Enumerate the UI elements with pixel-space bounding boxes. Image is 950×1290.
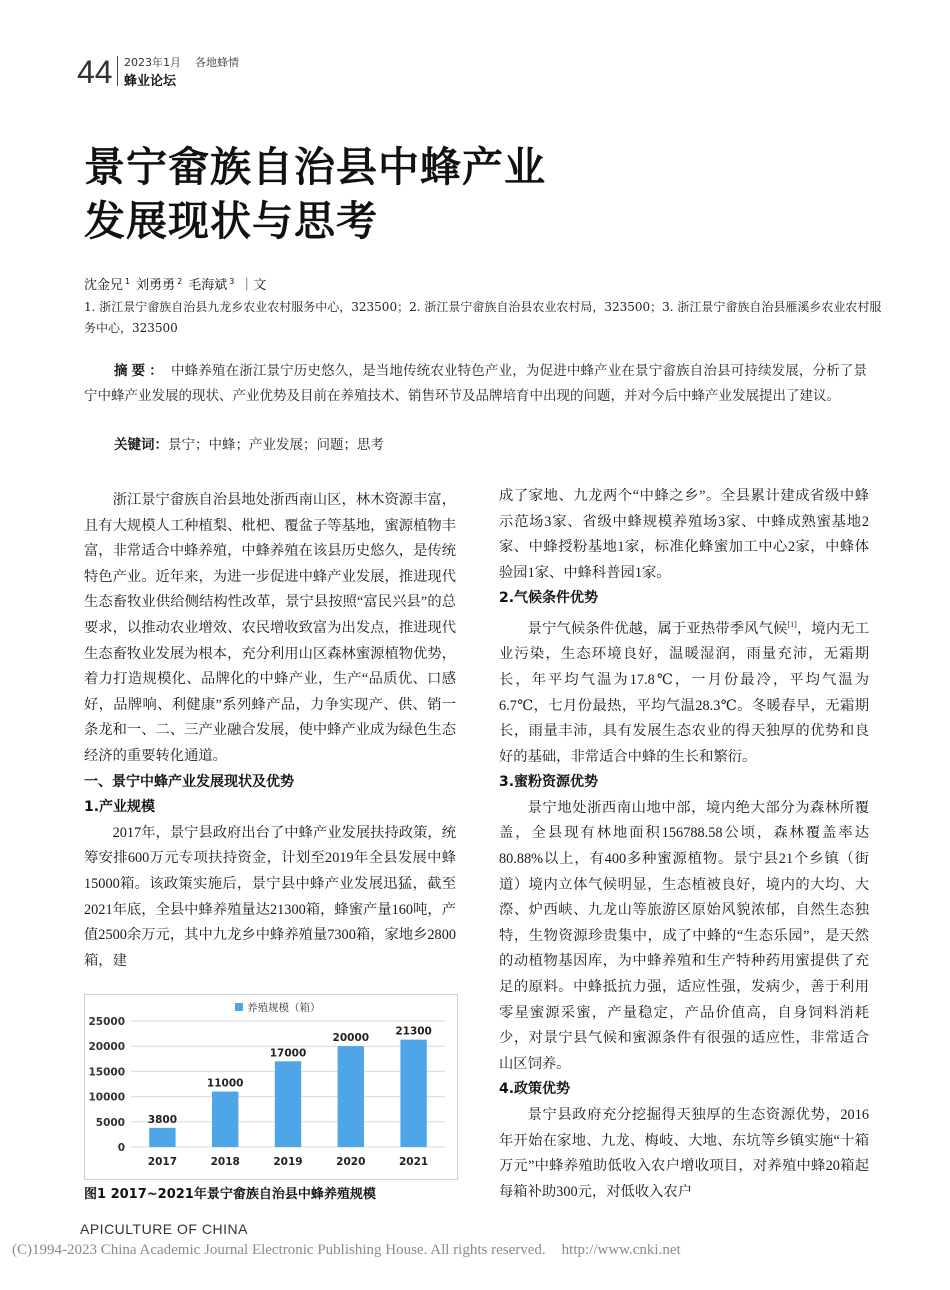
issue-date: 2023年1月 [124,56,181,69]
legend-label: 养殖规模（箱） [247,1002,321,1014]
author-line [84,274,266,293]
article-title [84,140,546,248]
copyright-line [12,1242,697,1259]
keywords-label: 关键词： [114,437,168,453]
y-tick-label: 5000 [95,1116,125,1129]
bar-chart [84,994,458,1180]
left-paragraph-2: 2017年，景宁县政府出台了中蜂产业发展扶持政策，统筹安排600万元专项扶持资金，计划至2019年全县发展中蜂15000箱。该政策实施后，景宁县中蜂产业发展迅猛，截至2021年底，全县中蜂养殖量达21300箱，蜂蜜产量160吨，产值2500余万元，其中九龙乡中蜂养殖量7300箱，家地乡2800箱，建 [84,824,456,969]
right-paragraph-1 [499,612,869,770]
bar [275,1061,301,1147]
journal-footer: APICULTURE OF CHINA [80,1221,248,1237]
column-name: 蜂业论坛 [124,74,177,89]
y-tick-label: 10000 [88,1091,125,1104]
data-label: 20000 [332,1032,370,1045]
y-tick-label: 15000 [88,1066,125,1079]
subheading-scale: 1.产业规模 [84,799,156,816]
left-paragraph-1: 浙江景宁畲族自治县地处浙西南山区，林木资源丰富，且有大规模人工种植梨、枇杷、覆盆子等基地，蜜源植物丰富，非常适合中蜂养殖，中蜂养殖在该县历史悠久，是传统特色产业。近年来，为进一步促进中蜂产业发展，推进现代生态畜牧业供给侧结构性改革，景宁县按照“富民兴县”的总要求，以推动农业增效、农民增收致富为出发点，推进现代生态畜牧业发展为根本，充分利用山区森林蜜源植物优势，着力打造规模化、品牌化的中蜂产业，生产“品质优、口感好，品牌响、利健康”系列蜂产品，力争实现产、供、销一条龙和一、二、三产业融合发展，使中蜂产业成为绿色生态经济的重要转化通道。 [84,492,456,764]
author-2: 刘勇勇 [136,278,176,293]
climate-text-b: ，境内无工业污染，生态环境良好，温暖湿润，雨量充沛，无霜期长，年平均气温为17.8℃，一月份最冷，平均气温为6.7℃，七月份最热，平均气温28.3℃。冬暖春早，无霜期长，雨量丰沛，具有发展生态农业的得天独厚的优势和良好的基础，非常适合中蜂的生长和繁衍。 [499,620,870,765]
section-name: 各地蜂情 [195,56,239,69]
copyright-text: (C)1994-2023 China Academic Journal Electronic Publishing House. All rights reserved. [12,1242,546,1258]
header-divider [117,56,118,86]
x-tick-label: 2021 [398,1156,429,1168]
x-tick-label: 2019 [273,1156,303,1168]
legend-swatch [235,1003,243,1011]
x-tick-label: 2017 [147,1156,178,1168]
author-1: 沈金兄 [84,278,124,293]
bar [149,1128,175,1147]
title-line-1: 景宁畲族自治县中蜂产业 [84,143,546,191]
abstract [84,359,867,409]
page-number: 44 [77,54,113,90]
author-3: 毛海斌 [188,278,228,293]
y-tick-label: 25000 [88,1016,125,1028]
subheading-nectar: 3.蜜粉资源优势 [499,774,599,791]
data-label: 21300 [395,1025,432,1038]
figure-caption: 图1 2017~2021年景宁畲族自治县中蜂养殖规模 [84,1187,376,1202]
left-column [84,488,456,974]
header-issue-line [124,54,253,70]
bar [400,1040,426,1147]
keywords-text: 景宁；中蜂；产业发展；问题；思考 [168,437,384,453]
abstract-text: 中蜂养殖在浙江景宁历史悠久，是当地传统农业特色产业，为促进中蜂产业在景宁畲族自治县可持续发展，分析了景宁中蜂产业发展的现状、产业优势及目前在养殖技术、销售环节及品牌培育中出现的问题，并对今后中蜂产业发展提出了建议。 [84,363,867,404]
subheading-policy: 4.政策优势 [499,1081,571,1098]
author-2-affil: 2 [177,276,183,286]
bar [338,1046,364,1147]
data-label: 3800 [147,1113,178,1126]
data-label: 17000 [269,1047,307,1060]
author-suffix: ｜文 [240,278,267,293]
y-tick-label: 20000 [88,1041,125,1054]
subheading-climate: 2.气候条件优势 [499,590,599,607]
section-heading-1: 一、景宁中蜂产业发展现状及优势 [84,773,294,790]
reference-1[interactable]: [1] [787,619,797,629]
right-column [499,484,869,1205]
author-3-affil: 3 [229,276,235,286]
bar [212,1092,238,1147]
x-tick-label: 2020 [336,1156,366,1168]
affiliations: 1. 浙江景宁畲族自治县九龙乡农业农村服务中心，323500；2. 浙江景宁畲族自治县农业农村局，323500；3. 浙江景宁畲族自治县雁溪乡农业农村服务中心，323500 [84,300,882,335]
y-tick-label: 0 [117,1142,125,1154]
keywords [114,433,384,453]
right-paragraph-0: 成了家地、九龙两个“中蜂之乡”。全县累计建成省级中蜂示范场3家、省级中蜂规模养殖场3家、中蜂成熟蜜基地2家、中蜂授粉基地1家，标准化蜂蜜加工中心2家，中蜂体验园1家、中蜂科普园1家。 [499,488,869,581]
data-label: 11000 [206,1077,244,1090]
right-paragraph-3: 景宁县政府充分挖掘得天独厚的生态资源优势，2016年开始在家地、九龙、梅岐、大地、东坑等乡镇实施“十箱万元”中蜂养殖助低收入农户增收项目，对养殖中蜂20箱起每箱补助300元，对低收入农户 [499,1107,869,1200]
x-tick-label: 2018 [210,1156,240,1168]
title-line-2: 发展现状与思考 [84,197,378,245]
climate-text-a: 景宁气候条件优越，属于亚热带季风气候 [527,620,788,637]
right-paragraph-2: 景宁地处浙西南山地中部，境内绝大部分为森林所覆盖，全县现有林地面积156788.58公顷，森林覆盖率达80.88%以上，有400多种蜜源植物。景宁县21个乡镇（街道）境内立体气候明显，生态植被良好，境内的大均、大漈、炉西峡、九龙山等旅游区原始风貌浓郁，自然生态独特，生物资源珍贵集中，成了中蜂的“生态乐园”，是天然的动植物基因库，为中蜂养殖和生产特种药用蜜提供了充足的原料。中蜂抵抗力强，适应性强，发病少，善于利用零星蜜源采蜜，产量稳定，产品价值高，自身饲料消耗少，对景宁县气候和蜜源条件有很强的适应性，非常适合山区饲养。 [499,799,869,1072]
author-1-affil: 1 [125,276,131,286]
copyright-url[interactable]: http://www.cnki.net [561,1242,681,1258]
abstract-label: 摘要： [114,363,167,379]
chart-svg [85,995,457,1179]
